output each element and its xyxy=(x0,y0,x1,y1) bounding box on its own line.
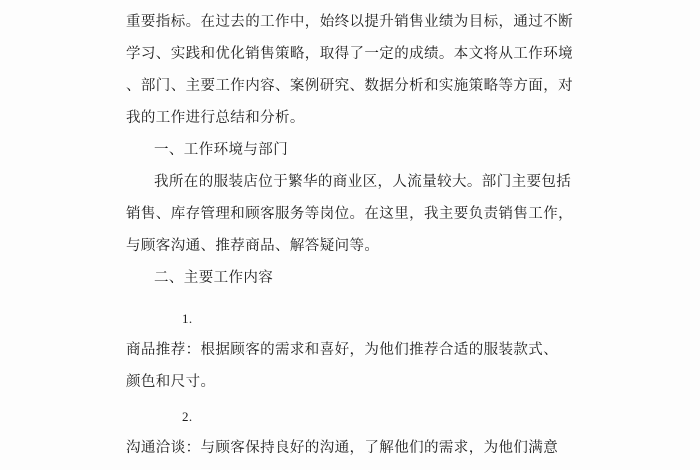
list-item-text: 商品推荐：根据顾客的需求和喜好，为他们推荐合适的服装款式、 xyxy=(126,342,559,358)
body-line: 重要指标。在过去的工作中，始终以提升销售业绩为目标，通过不断 xyxy=(126,14,573,30)
section-one-line: 与顾客沟通、推荐商品、解答疑问等。 xyxy=(126,238,380,254)
list-item-text: 颜色和尺寸。 xyxy=(126,374,216,390)
section-one-line: 销售、库存管理和顾客服务等岗位。在这里，我主要负责销售工作， xyxy=(126,206,573,222)
body-line: 学习、实践和优化销售策略，取得了一定的成绩。本文将从工作环境 xyxy=(126,46,573,62)
list-item-number: 1. xyxy=(182,311,193,326)
section-heading-one: 一、工作环境与部门 xyxy=(154,142,289,158)
list-item-text: 沟通洽谈：与顾客保持良好的沟通，了解他们的需求，为他们满意 xyxy=(126,440,559,456)
body-line: 、部门、主要工作内容、案例研究、数据分析和实施策略等方面，对 xyxy=(126,78,573,94)
list-item-number: 2. xyxy=(182,409,193,424)
body-line: 我的工作进行总结和分析。 xyxy=(126,110,305,126)
section-one-line: 我所在的服装店位于繁华的商业区，人流量较大。部门主要包括 xyxy=(154,174,572,190)
section-heading-two: 二、主要工作内容 xyxy=(154,270,274,286)
document-text-column xyxy=(126,0,580,464)
spacer xyxy=(126,294,580,304)
